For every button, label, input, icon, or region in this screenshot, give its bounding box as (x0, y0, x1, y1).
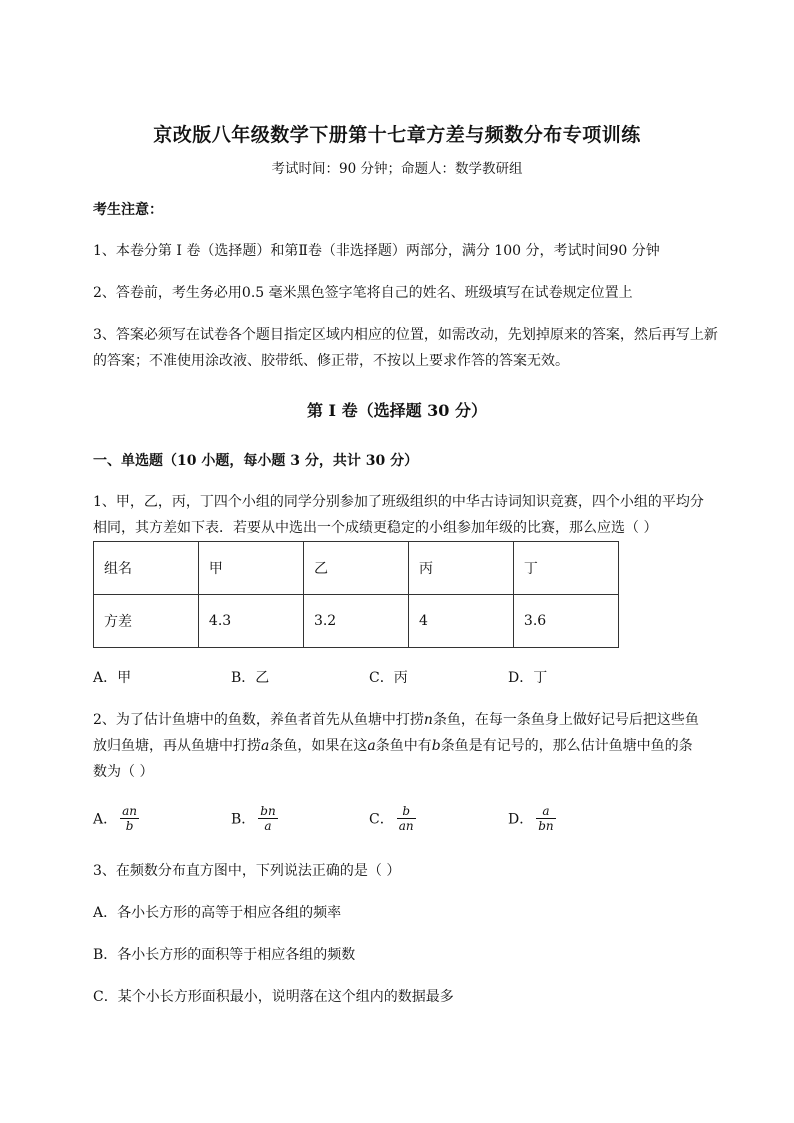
denominator: an (398, 819, 414, 833)
table-cell: 3.2 (303, 595, 408, 648)
q2-var-n: n (423, 712, 433, 728)
fraction (536, 804, 555, 833)
q2-stem-line2 (93, 734, 693, 758)
q1-stem-line2: 相同，其方差如下表．若要从中选出一个成绩更稳定的小组参加年级的比赛，那么应选（ ） (93, 520, 658, 536)
q2-text: 条鱼，在每一条鱼身上做好记号后把这些鱼 (432, 712, 699, 728)
q2-var-a: a (367, 738, 376, 754)
fraction (397, 804, 416, 833)
table-cell: 甲 (198, 542, 303, 595)
q1-option-b: B．乙 (231, 670, 270, 686)
notice-item-1: 1、本卷分第 I 卷（选择题）和第Ⅱ卷（非选择题）两部分，满分 100 分，考试时间90 分钟 (93, 243, 660, 259)
q3-option-c: C．某个小长方形面积最小，说明落在这个组内的数据最多 (93, 989, 454, 1005)
option-label: A． (93, 811, 118, 828)
q2-stem-line1 (93, 708, 699, 732)
fraction (258, 804, 277, 833)
denominator: bn (538, 819, 554, 833)
q2-option-a (93, 804, 139, 833)
numerator: bn (260, 804, 276, 818)
notice-item-3: 3、答案必须写在试卷各个题目指定区域内相应的位置，如需改动，先划掉原来的答案，然后再写上新 (93, 327, 718, 343)
q2-option-d (508, 804, 556, 833)
numerator: a (536, 804, 555, 819)
notice-item-3-continued: 的答案；不准使用涂改液、胶带纸、修正带，不按以上要求作答的答案无效。 (93, 353, 569, 369)
option-label: B． (231, 811, 256, 828)
q2-text: 条鱼是有记号的，那么估计鱼塘中鱼的条 (440, 738, 693, 754)
q1-option-d: D．丁 (508, 670, 548, 686)
option-label: C． (369, 811, 394, 828)
q1-option-a: A．甲 (93, 670, 132, 686)
denominator: b (125, 819, 134, 833)
q2-option-b (231, 804, 278, 833)
notice-heading: 考生注意： (93, 202, 163, 218)
page-title: 京改版八年级数学下册第十七章方差与频数分布专项训练 (153, 124, 641, 146)
table-cell: 3.6 (513, 595, 618, 648)
q2-text: 条鱼，如果在这 (269, 738, 368, 754)
table-cell: 4.3 (198, 595, 303, 648)
variance-table (93, 541, 619, 648)
table-cell: 乙 (303, 542, 408, 595)
table-cell: 组名 (94, 542, 199, 595)
q3-option-b: B．各小长方形的面积等于相应各组的频数 (93, 947, 356, 963)
section-title: 第 I 卷（选择题 30 分） (306, 401, 488, 420)
option-label: D． (508, 811, 534, 828)
table-cell: 丁 (513, 542, 618, 595)
notice-item-2: 2、答卷前，考生务必用0.5 毫米黑色签字笔将自己的姓名、班级填写在试卷规定位置上 (93, 285, 633, 301)
q2-text: 放归鱼塘，再从鱼塘中打捞 (93, 738, 261, 754)
denominator: a (264, 819, 272, 833)
table-cell: 4 (408, 595, 513, 648)
table-row (94, 542, 619, 595)
numerator: b (397, 804, 416, 819)
q3-stem: 3、在频数分布直方图中，下列说法正确的是（ ） (93, 863, 401, 879)
q2-text: 条鱼中有 (375, 738, 432, 754)
q2-option-c (369, 804, 416, 833)
q2-text: 2、为了估计鱼塘中的鱼数，养鱼者首先从鱼塘中打捞 (93, 712, 424, 728)
table-row (94, 595, 619, 648)
table-cell: 丙 (408, 542, 513, 595)
table-cell: 方差 (94, 595, 199, 648)
q2-var-a: a (261, 738, 270, 754)
q1-option-c: C．丙 (369, 670, 408, 686)
part-heading: 一、单选题（10 小题，每小题 3 分，共计 30 分） (93, 453, 419, 469)
numerator: an (122, 804, 138, 818)
exam-info: 考试时间：90 分钟；命题人：数学教研组 (271, 161, 523, 177)
q1-stem-line1: 1、甲，乙，丙，丁四个小组的同学分别参加了班级组织的中华古诗词知识竞赛，四个小组的平均分 (93, 494, 704, 510)
q2-var-b: b (431, 738, 441, 754)
q2-stem-line3: 数为（ ） (93, 764, 154, 780)
fraction (120, 804, 139, 833)
q3-option-a: A．各小长方形的高等于相应各组的频率 (93, 905, 342, 921)
